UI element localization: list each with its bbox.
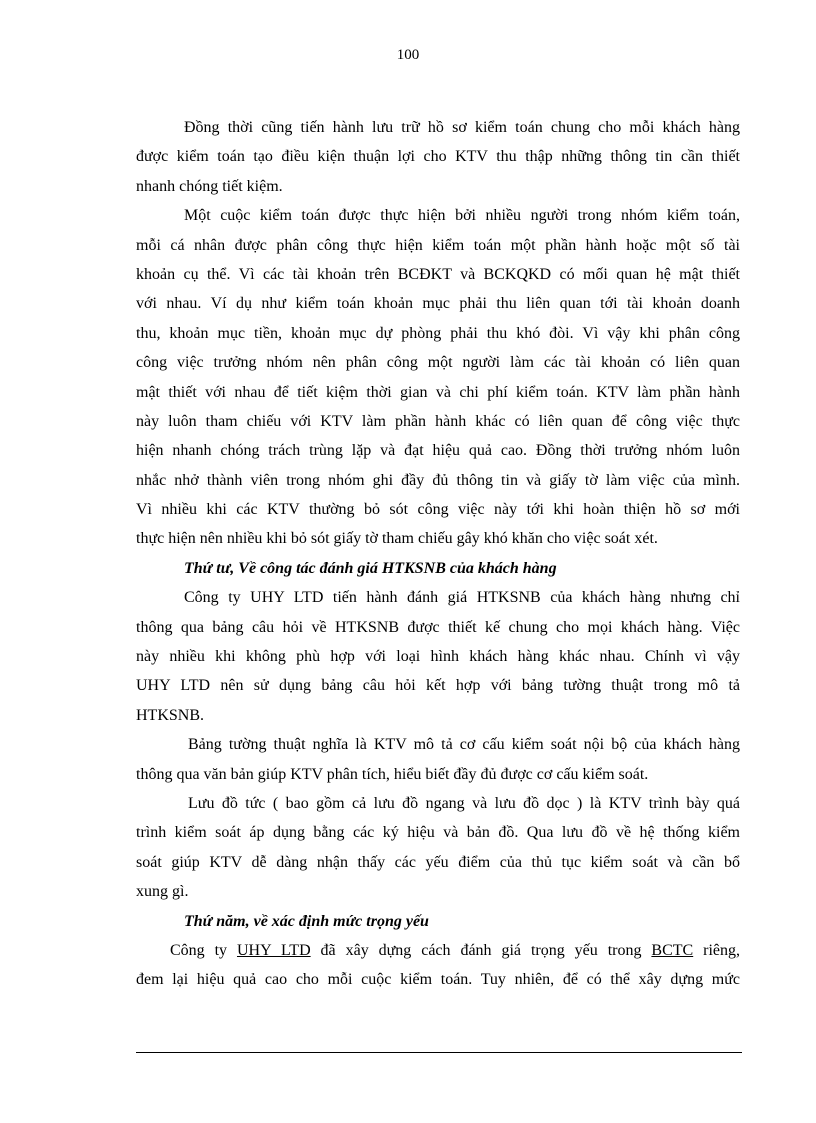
text-fragment: Công ty (170, 941, 237, 959)
text-fragment: đã xây dựng cách đánh giá trọng yếu trong (310, 941, 652, 959)
text-line: Vì nhiều khi các KTV thường bỏ sót công việc này tới khi hoàn thiện hồ sơ mới (136, 501, 740, 519)
section-heading: Thứ năm, về xác định mức trọng yếu (184, 912, 429, 930)
text-line: Một cuộc kiểm toán được thực hiện bởi nhiều người trong nhóm kiểm toán, (184, 207, 740, 225)
text-line: này luôn tham chiếu với KTV làm phần hành khác có liên quan để công việc thực (136, 412, 740, 430)
company-name: UHY LTD (236, 941, 311, 959)
text-line: mỗi cá nhân được phân công thực hiện kiểm toán một phần hành hoặc một số tài (136, 236, 740, 254)
report-abbreviation: BCTC (651, 941, 694, 959)
text-line: thông qua bảng câu hỏi về HTKSNB được thiết kế chung cho mọi khách hàng. Việc (136, 618, 740, 636)
section-heading: Thứ tư, Về công tác đánh giá HTKSNB của khách hàng (184, 559, 557, 577)
text-line: được kiểm toán tạo điều kiện thuận lợi cho KTV thu thập những thông tin cần thiết (136, 148, 740, 166)
text-line: với nhau. Ví dụ như kiểm toán khoản mục phải thu liên quan tới tài khoản doanh (136, 295, 740, 313)
text-line: Công ty UHY LTD tiến hành đánh giá HTKSNB của khách hàng nhưng chỉ (184, 589, 740, 607)
text-line: UHY LTD nên sử dụng bảng câu hỏi kết hợp với bảng tường thuật trong mô tả (136, 677, 740, 695)
text-line (136, 936, 740, 965)
text-line: công việc trưởng nhóm nên phân công một người làm các tài khoản có liên quan (136, 354, 740, 372)
text-line: thông qua văn bản giúp KTV phân tích, hiểu biết đầy đủ được cơ cấu kiểm soát. (136, 765, 649, 783)
text-line: Lưu đồ tức ( bao gồm cả lưu đồ ngang và lưu đồ dọc ) là KTV trình bày quá (188, 794, 740, 812)
text-fragment: riêng, (693, 941, 741, 959)
text-line: này nhiều khi không phù hợp với loại hình khách hàng khác nhau. Chính vì vậy (136, 648, 740, 666)
text-line: nhắc nhở thành viên trong nhóm ghi đầy đủ thông tin và giấy tờ làm việc của mình. (136, 471, 740, 489)
text-line: thực hiện nên nhiều khi bỏ sót giấy tờ tham chiếu gây khó khăn cho việc soát xét. (136, 530, 658, 548)
text-line: trình kiểm soát áp dụng bằng các ký hiệu và bản đồ. Qua lưu đồ về hệ thống kiểm (136, 824, 740, 842)
text-line: xung gì. (136, 883, 189, 901)
text-line: Đồng thời cũng tiến hành lưu trữ hồ sơ kiểm toán chung cho mỗi khách hàng (184, 119, 740, 136)
text-line: khoản cụ thể. Vì các tài khoản trên BCĐKT và BCKQKD có mối quan hệ mật thiết (136, 265, 740, 283)
document-body (136, 113, 740, 995)
page-number: 100 (396, 47, 420, 63)
text-line: hiện nhanh chóng trách trùng lặp và đạt hiệu quả cao. Đồng thời trưởng nhóm luôn (136, 442, 740, 460)
text-line: nhanh chóng tiết kiệm. (136, 177, 283, 195)
footer-rule (136, 1052, 742, 1053)
paragraph-lines (136, 113, 740, 936)
text-line: soát giúp KTV dễ dàng nhận thấy các yếu điểm của thủ tục kiểm soát và cần bổ (136, 853, 740, 871)
text-line: HTKSNB. (136, 706, 205, 724)
text-line: đem lại hiệu quả cao cho mỗi cuộc kiểm toán. Tuy nhiên, để có thể xây dựng mức (136, 971, 740, 989)
text-line: thu, khoản mục tiền, khoản mục dự phòng phải thu khó đòi. Vì vậy khi phân công (136, 324, 740, 342)
text-line: mật thiết với nhau để tiết kiệm thời gian và chi phí kiểm toán. KTV làm phần hành (136, 383, 740, 401)
text-line: Bảng tường thuật nghĩa là KTV mô tả cơ cấu kiểm soát nội bộ của khách hàng (188, 736, 740, 754)
